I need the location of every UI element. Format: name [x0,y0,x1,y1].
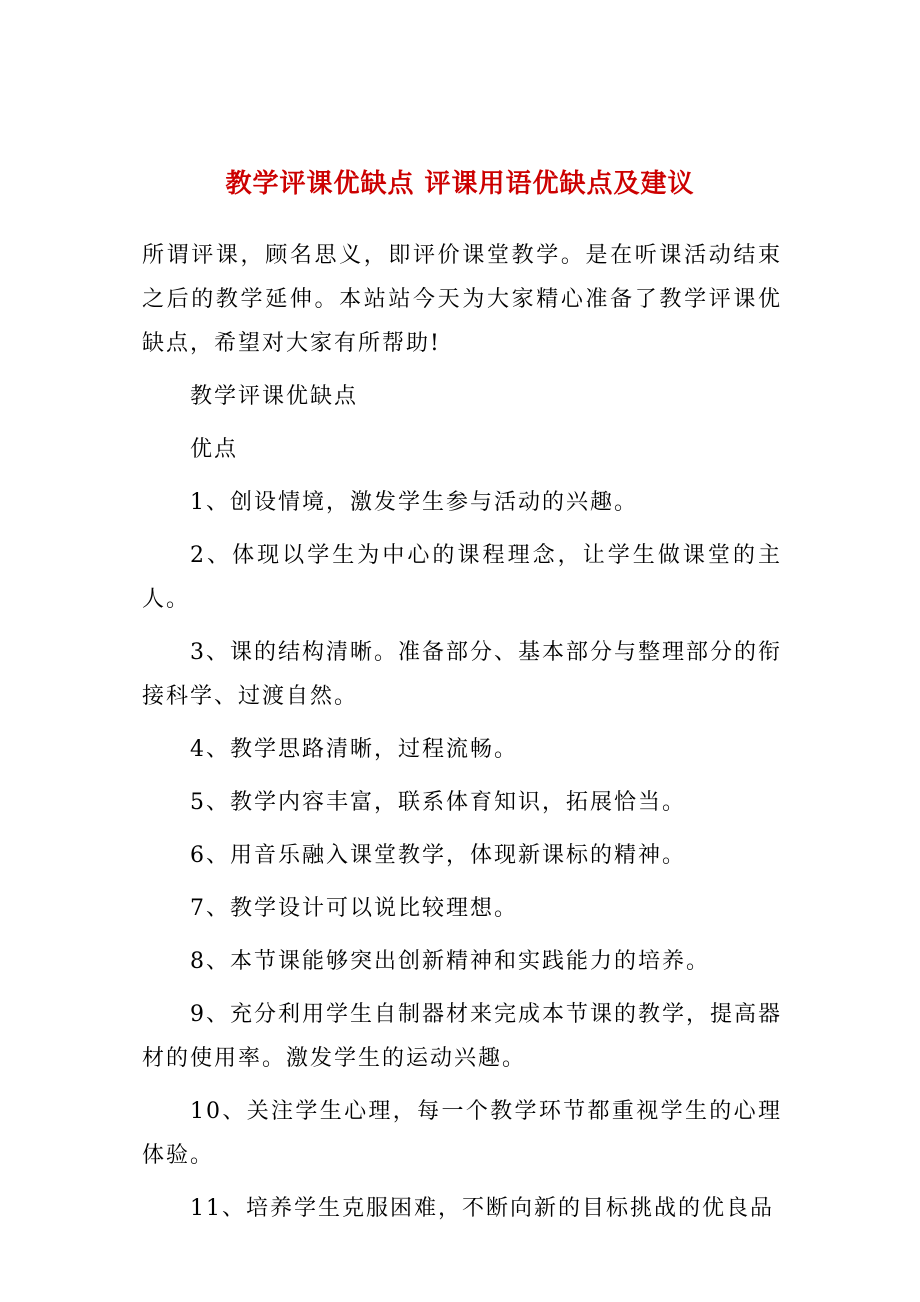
advantage-item-8: 8、本节课能够突出创新精神和实践能力的培养。 [190,949,710,974]
advantage-item-7: 7、教学设计可以说比较理想。 [190,896,518,921]
advantage-item-2: 2、体现以学生为中心的课程理念，让学生做课堂的主人。 [142,543,782,612]
document-body [142,234,782,1240]
advantage-item-3: 3、课的结构清晰。准备部分、基本部分与整理部分的衔接科学、过渡自然。 [142,640,782,709]
advantage-item-4: 4、教学思路清晰，过程流畅。 [190,737,518,762]
document-title: 教学评课优缺点 评课用语优缺点及建议 [225,169,695,199]
advantage-item-5: 5、教学内容丰富，联系体育知识，拓展恰当。 [190,790,686,815]
advantage-item-11: 11、培养学生克服困难，不断向新的目标挑战的优良品 [190,1196,774,1221]
advantage-item-9: 9、充分利用学生自制器材来完成本节课的教学，提高器材的使用率。激发学生的运动兴趣。 [142,1002,782,1071]
advantage-item-10: 10、关注学生心理，每一个教学环节都重视学生的心理体验。 [142,1099,782,1168]
intro-paragraph: 所谓评课，顾名思义，即评价课堂教学。是在听课活动结束之后的教学延伸。本站站今天为大家精心准备了教学评课优缺点，希望对大家有所帮助! [142,243,782,356]
advantage-item-1: 1、创设情境，激发学生参与活动的兴趣。 [190,490,638,515]
advantage-item-6: 6、用音乐融入课堂教学，体现新课标的精神。 [190,843,686,868]
subsection-heading-advantages: 优点 [190,437,239,462]
section-heading: 教学评课优缺点 [190,384,359,409]
